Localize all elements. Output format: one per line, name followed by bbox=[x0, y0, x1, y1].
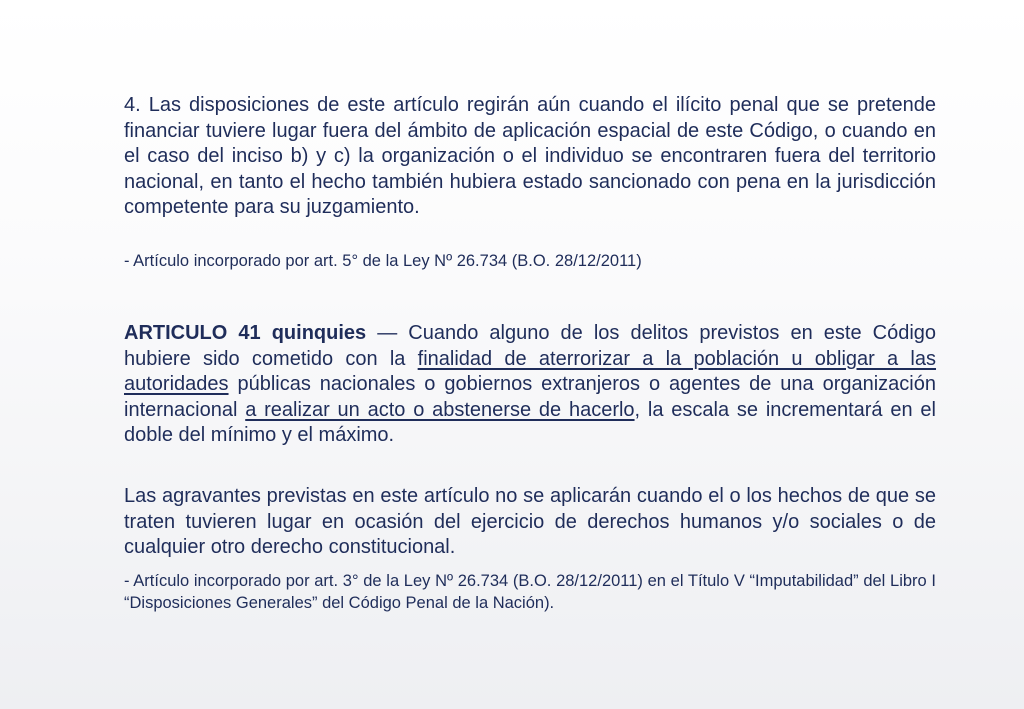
paragraph-agravantes bbox=[124, 484, 936, 561]
incorporation-note-2-text: - Artículo incorporado por art. 3° de la Ley Nº 26.734 (B.O. 28/12/2011) en el Título V “Imputabilidad” del Libro I “Disposiciones Generales” del Código Penal de la Nación). bbox=[124, 572, 936, 612]
paragraph-agravantes-text: Las agravantes previstas en este artículo no se aplicarán cuando el o los hechos de que se traten tuvieren lugar en ocasión del ejercicio de derechos humanos y/o sociales o de cualquier otro derecho constitucional. bbox=[124, 485, 936, 558]
underlined-phrase-2: a realizar un acto o abstenerse de hacerlo bbox=[245, 398, 635, 421]
article-heading: ARTICULO 41 quinquies bbox=[124, 322, 367, 344]
incorporation-note-2 bbox=[124, 570, 936, 614]
article-41-quinquies bbox=[124, 321, 936, 449]
paragraph-4 bbox=[124, 93, 936, 221]
article-text-2: públicas nacionales o gobiernos extranjeros o agentes de una organización internacional bbox=[124, 373, 936, 421]
paragraph-4-text: 4. Las disposiciones de este artículo regirán aún cuando el ilícito penal que se pretende financiar tuviere lugar fuera del ámbito de aplicación espacial de este Código, o cuando en el caso del inciso b) y c) la organización o el individuo se encontraren fuera del territorio nacional, en tanto el hecho también hubiera estado sancionado con pena en la jurisdicción competente para su juzgamiento. bbox=[124, 94, 936, 218]
article-text-1: — Cuando alguno de los delitos previstos en este Código hubiere sido cometido con la bbox=[124, 322, 937, 370]
incorporation-note-1-text: - Artículo incorporado por art. 5° de la Ley Nº 26.734 (B.O. 28/12/2011) bbox=[124, 252, 642, 270]
incorporation-note-1 bbox=[124, 250, 936, 272]
article-text-3: , la escala se incrementará en el doble del mínimo y el máximo. bbox=[124, 398, 936, 446]
underlined-phrase-1: finalidad de aterrorizar a la población u obligar a las autoridades bbox=[124, 347, 937, 395]
